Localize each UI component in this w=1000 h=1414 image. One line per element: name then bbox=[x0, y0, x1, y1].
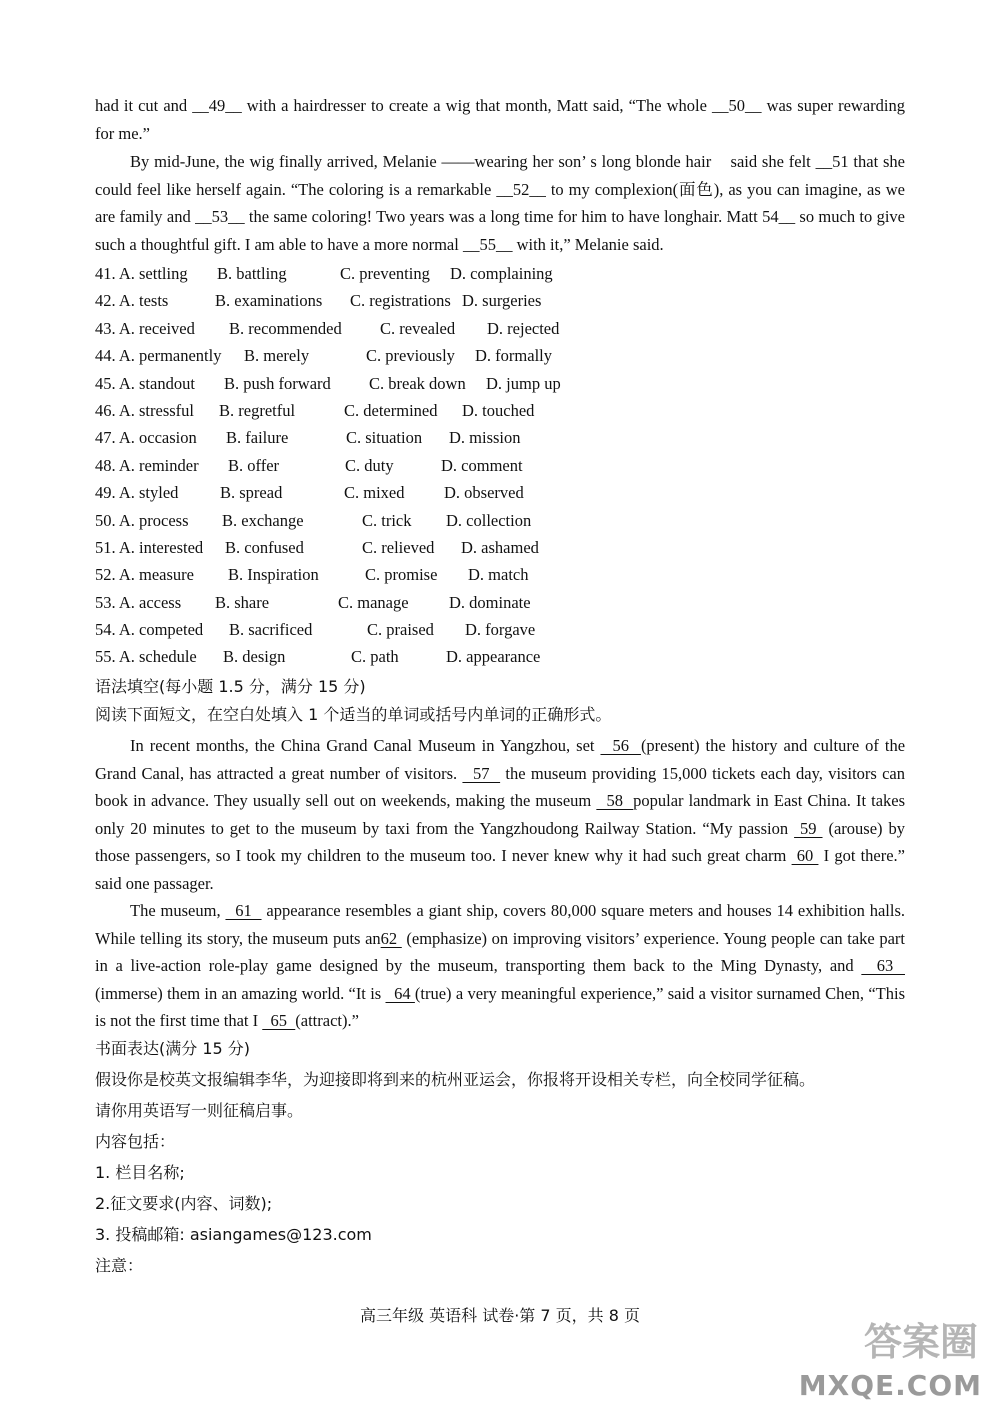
option-a: 55. A. schedule bbox=[95, 647, 197, 667]
grammar-instruction: 阅读下面短文，在空白处填入 1 个适当的单词或括号内单词的正确形式。 bbox=[95, 705, 612, 724]
blank-65[interactable]: 65 bbox=[262, 1011, 296, 1031]
text-run: In recent months, the China Grand Canal Museum in Yangzhou, set bbox=[130, 736, 601, 755]
blank-58[interactable]: 58 bbox=[596, 791, 634, 811]
writing-prompt-2: 请你用英语写一则征稿启事。 bbox=[95, 1101, 304, 1120]
text-run: that she could feel like herself again. “The coloring is a remarkable bbox=[95, 152, 905, 199]
blank-61[interactable]: 61 bbox=[225, 901, 262, 920]
option-d: D. dominate bbox=[449, 592, 531, 612]
option-d: D. observed bbox=[444, 483, 524, 503]
grammar-paragraph-1 bbox=[95, 732, 905, 898]
watermark-site: MXQE.COM bbox=[798, 1369, 982, 1402]
option-a: 47. A. occasion bbox=[95, 428, 197, 448]
cloze-paragraph-2 bbox=[95, 148, 905, 258]
option-a: 44. A. permanently bbox=[95, 346, 222, 366]
option-c: C. manage bbox=[338, 592, 409, 612]
text-run: to my complexion(面色), as you can imagine, as we are family and bbox=[95, 179, 905, 227]
option-c: C. promise bbox=[365, 565, 438, 585]
blank-64[interactable]: 64 bbox=[385, 983, 415, 1003]
option-a: 54. A. competed bbox=[95, 620, 204, 640]
option-a: 43. A. received bbox=[95, 318, 195, 338]
option-d: D. rejected bbox=[487, 318, 560, 338]
option-d: D. complaining bbox=[450, 264, 553, 283]
option-a: 46. A. stressful bbox=[95, 400, 194, 420]
blank-53: __53__ bbox=[195, 207, 245, 227]
text-run: so much to give such a thoughtful gift. I am able to have a more normal bbox=[95, 207, 905, 254]
text-run: with a hairdresser to create a wig that month, Matt said, “The whole bbox=[241, 96, 713, 115]
option-d: D. appearance bbox=[446, 647, 541, 667]
option-c: C. previously bbox=[366, 346, 455, 366]
option-a: 50. A. process bbox=[95, 510, 189, 530]
page-footer: 高三年级 英语科 试卷·第 7 页，共 8 页 bbox=[360, 1306, 640, 1325]
cloze-paragraph-1 bbox=[95, 92, 905, 147]
option-b: B. regretful bbox=[219, 400, 296, 420]
blank-51: __51 bbox=[815, 152, 849, 171]
option-c: C. mixed bbox=[344, 483, 405, 503]
option-d: D. collection bbox=[446, 510, 532, 530]
content-item-2: 2.征文要求(内容、词数); bbox=[95, 1194, 273, 1213]
option-a: 42. A. tests bbox=[95, 291, 169, 311]
grammar-heading: 语法填空(每小题 1.5 分，满分 15 分) bbox=[95, 677, 366, 696]
text-run: with it,” Melanie said. bbox=[512, 234, 664, 254]
option-b: B. share bbox=[215, 592, 270, 612]
option-b: B. sacrificed bbox=[229, 620, 313, 640]
option-a: 41. A. settling bbox=[95, 264, 188, 283]
blank-55: __55__ bbox=[462, 234, 513, 254]
blank-59[interactable]: 59 bbox=[794, 818, 823, 838]
option-c: C. preventing bbox=[340, 264, 430, 283]
option-d: D. comment bbox=[441, 455, 523, 475]
content-item-1: 1. 栏目名称; bbox=[95, 1163, 185, 1182]
option-a: 51. A. interested bbox=[95, 537, 204, 557]
text-run: I got there.” said one passager. bbox=[95, 846, 906, 893]
option-a: 49. A. styled bbox=[95, 483, 179, 503]
option-b: B. recommended bbox=[229, 318, 342, 338]
option-c: C. determined bbox=[344, 400, 438, 420]
option-b: B. design bbox=[223, 647, 286, 667]
note-label: 注意： bbox=[95, 1256, 144, 1275]
option-b: B. battling bbox=[217, 264, 287, 283]
text-run: The museum, bbox=[130, 901, 226, 920]
option-a: 48. A. reminder bbox=[95, 455, 199, 475]
option-b: B. merely bbox=[244, 346, 310, 366]
blank-50: __50__ bbox=[712, 96, 762, 115]
option-c: C. trick bbox=[362, 510, 412, 530]
option-c: C. duty bbox=[345, 455, 394, 475]
text-run: (arouse) by those passengers, so I took my children to the museum too. I never knew why it had such great charm bbox=[95, 818, 906, 866]
option-c: C. registrations bbox=[350, 291, 451, 311]
option-d: D. touched bbox=[462, 400, 535, 420]
option-d: D. surgeries bbox=[462, 291, 542, 311]
blank-60[interactable]: 60 bbox=[791, 846, 819, 866]
writing-heading: 书面表达(满分 15 分) bbox=[95, 1039, 251, 1058]
text-run: was super rewarding for me.” bbox=[95, 96, 905, 143]
option-c: C. praised bbox=[367, 620, 434, 640]
option-d: D. ashamed bbox=[461, 537, 539, 557]
blank-49: __49__ bbox=[192, 96, 242, 115]
option-d: D. formally bbox=[475, 346, 552, 366]
blank-52: __52__ bbox=[496, 179, 546, 199]
option-c: C. break down bbox=[369, 373, 466, 393]
watermark-logo: 答案圈 bbox=[863, 1320, 978, 1364]
text-run: had it cut and bbox=[95, 96, 193, 115]
option-a: 45. A. standout bbox=[95, 373, 195, 393]
blank-56[interactable]: 56 bbox=[600, 736, 641, 755]
option-d: D. jump up bbox=[486, 373, 561, 393]
option-d: D. mission bbox=[449, 428, 521, 448]
text-run: the museum providing 15,000 tickets each day, visitors can book in advance. They usually sell out on weekends, making the museum bbox=[95, 763, 906, 811]
text-run: (true) a very meaningful experience,” said a visitor surnamed Chen, “This is not the first time that I bbox=[95, 983, 906, 1031]
option-b: B. exchange bbox=[222, 510, 304, 530]
text-run: the same coloring! Two years was a long time for him to have longhair. Matt bbox=[244, 207, 763, 227]
text-run: (immerse) them in an amazing world. “It is bbox=[95, 983, 386, 1003]
option-b: B. confused bbox=[225, 537, 304, 557]
grammar-paragraph-2 bbox=[95, 897, 905, 1035]
option-c: C. relieved bbox=[362, 537, 435, 557]
text-run: appearance resembles a giant ship, covers 80,000 square meters and houses 14 exhibition halls. While telling its story, the museum puts an bbox=[95, 901, 905, 948]
option-a: 52. A. measure bbox=[95, 565, 194, 585]
text-run: By mid-June, the wig finally arrived, Melanie ——wearing her son’ s long blonde hair said she felt bbox=[130, 152, 816, 171]
option-b: B. failure bbox=[226, 428, 289, 448]
option-a: 53. A. access bbox=[95, 592, 182, 612]
option-b: B. examinations bbox=[215, 291, 323, 311]
blank-62[interactable]: 62 bbox=[380, 928, 402, 948]
option-b: B. Inspiration bbox=[228, 565, 319, 585]
option-b: B. spread bbox=[220, 483, 283, 503]
option-d: D. match bbox=[468, 565, 529, 585]
text-run: (present) the history and culture of the Grand Canal, has attracted a great number of visitors. bbox=[95, 736, 906, 783]
content-item-3: 3. 投稿邮箱: asiangames@123.com bbox=[95, 1225, 372, 1244]
blank-54: 54__ bbox=[762, 207, 796, 227]
option-c: C. path bbox=[351, 647, 399, 667]
option-c: C. revealed bbox=[380, 318, 456, 338]
option-d: D. forgave bbox=[465, 620, 536, 640]
blank-63[interactable]: 63 bbox=[861, 956, 905, 976]
text-run: (attract).” bbox=[295, 1011, 359, 1031]
content-label: 内容包括： bbox=[95, 1132, 176, 1151]
writing-prompt-1: 假设你是校英文报编辑李华，为迎接即将到来的杭州亚运会，你报将开设相关专栏，向全校同学征稿。 bbox=[95, 1070, 816, 1089]
option-b: B. offer bbox=[228, 455, 280, 475]
option-b: B. push forward bbox=[224, 373, 331, 393]
option-c: C. situation bbox=[346, 428, 423, 448]
blank-57[interactable]: 57 bbox=[462, 763, 501, 783]
text-run: (emphasize) on improving visitors’ experience. Young people can take part in a live-action role-play game designed by the museum, transporting them back to the Ming Dynasty, and bbox=[95, 928, 905, 976]
text-run: popular landmark in East China. It takes only 20 minutes to get to the museum by taxi from the Yangzhoudong Railway Station. “My passion bbox=[95, 791, 906, 838]
